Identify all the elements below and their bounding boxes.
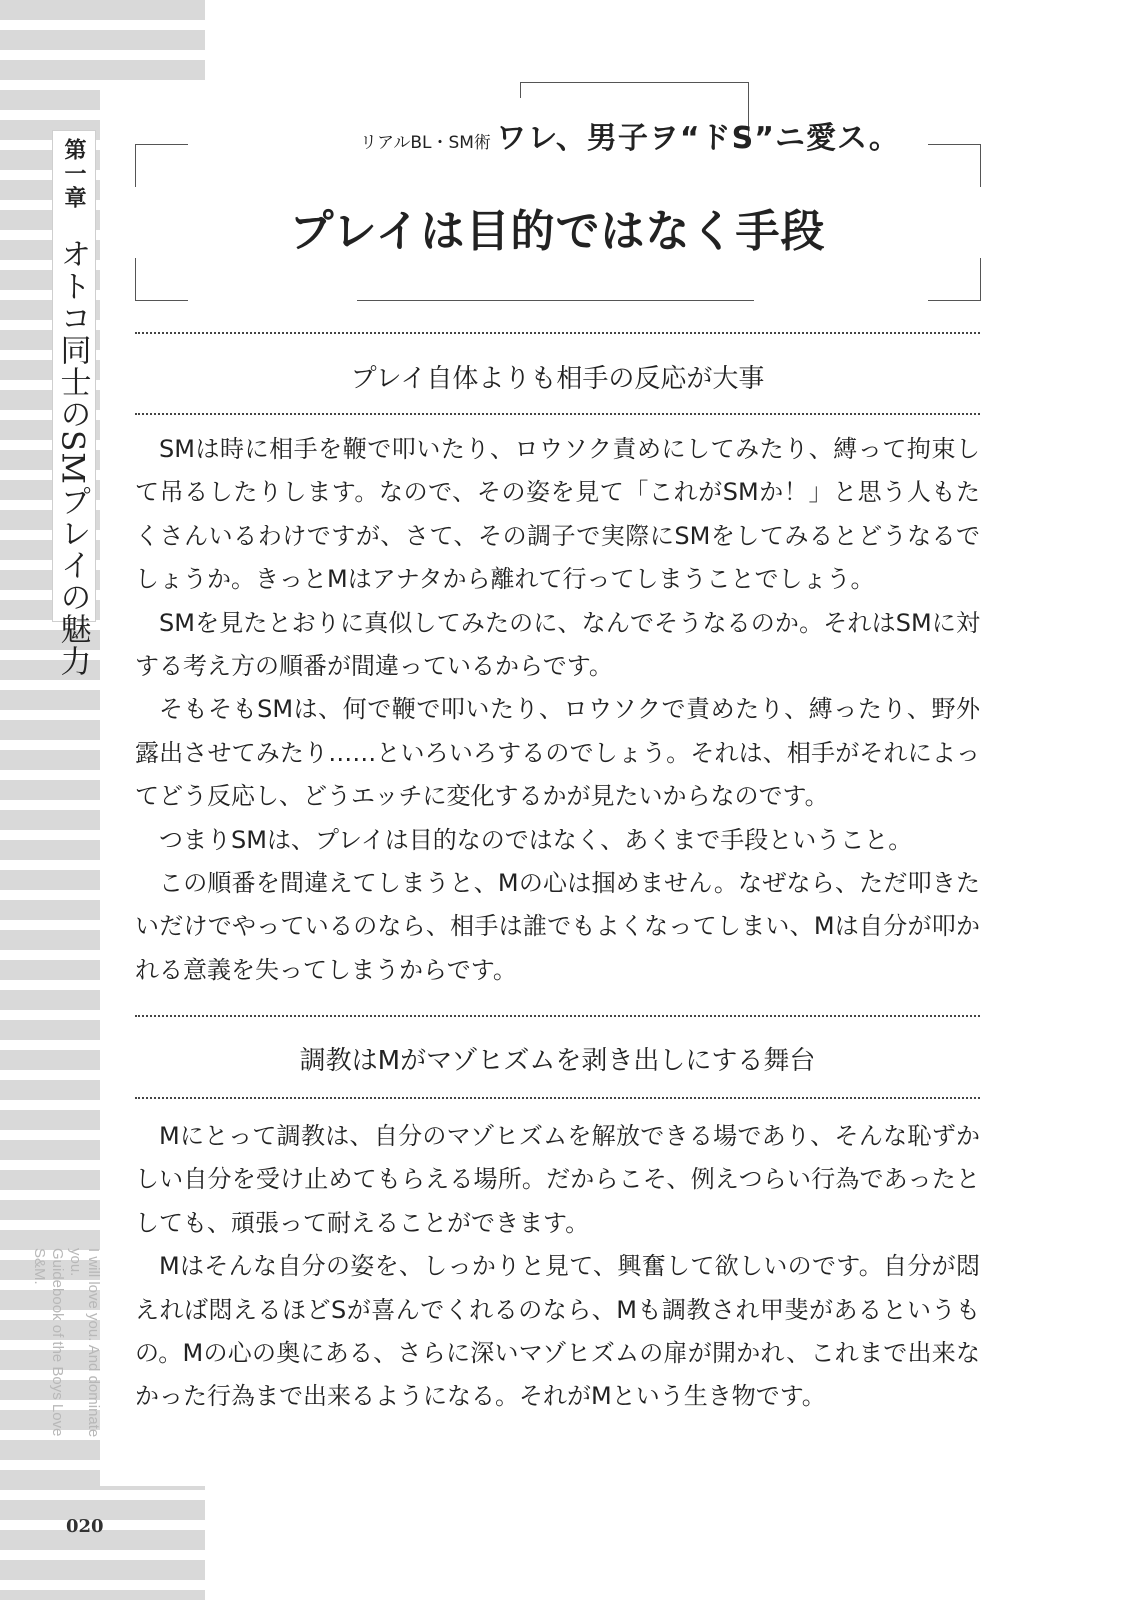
chapter-label: 第一章 [61, 138, 87, 210]
side-english-caption [31, 1248, 102, 1468]
title-frame-bottom-right [928, 258, 981, 301]
section-1-top-rule [135, 332, 980, 334]
chapter-title: オトコ同士のSMプレイの魅力 [54, 238, 91, 677]
page-title: プレイは目的ではなく手段 [289, 206, 826, 257]
running-header [360, 105, 900, 156]
side-english-line-2: Guidebook of the Boys Love S&M. [31, 1248, 66, 1437]
title-underline [357, 300, 754, 301]
section-2-heading: 調教はMがマゾヒズムを剥き出しにする舞台 [299, 1046, 816, 1076]
section-2-top-rule [135, 1015, 980, 1017]
paragraph: この順番を間違えてしまうと、Mの心は掴めません。なぜなら、ただ叩きたいだけでやっているのなら、相手は誰でもよくなってしまい、Mは自分が叩かれる意義を失ってしまうからです。 [135, 869, 980, 984]
side-english-line-1: I will love you. And dominate you. [67, 1248, 102, 1438]
section-1-heading: プレイ自体よりも相手の反応が大事 [350, 364, 765, 394]
paragraph: Mにとって調教は、自分のマゾヒズムを解放できる場であり、そんな恥ずかしい自分を受け止めてもらえる場所。だからこそ、例えつらい行為であったとしても、頑張って耐えることができます。 [135, 1122, 980, 1237]
paragraph: SMは時に相手を鞭で叩いたり、ロウソク責めにしてみたり、縛って拘束して吊るしたりします。なので、その姿を見て「これがSMか！」と思う人もたくさんいるわけですが、さて、その調子で実際にSMをしてみるとどうなるでしょうか。きっとMはアナタから離れて行ってしまうことでしょう。 [135, 435, 980, 594]
section-1-body [135, 428, 980, 992]
title-frame-top-right [928, 144, 981, 187]
paragraph: つまりSMは、プレイは目的なのではなく、あくまで手段ということ。 [159, 825, 913, 854]
header-prefix: リアルBL・SM術 [360, 133, 491, 153]
header-emphasis: ワレ、男子ヲ“ドS”ニ愛ス。 [496, 121, 900, 156]
paragraph: Mはそんな自分の姿を、しっかりと見て、興奮して欲しいのです。自分が悶えれば悶えるほどSが喜んでくれるのなら、Mも調教され甲斐があるというもの。Mの心の奥にある、さらに深いマゾヒズムの扉が開かれ、これまで出来なかった行為まで出来るようになる。それがMという生き物です。 [135, 1252, 980, 1411]
section-1-bottom-rule [135, 413, 980, 415]
paragraph: SMを見たとおりに真似してみたのに、なんでそうなるのか。それはSMに対する考え方の順番が間違っているからです。 [135, 608, 980, 681]
paragraph: そもそもSMは、何で鞭で叩いたり、ロウソクで責めたり、縛ったり、野外露出させてみたり……といろいろするのでしょう。それは、相手がそれによってどう反応し、どうエッチに変化するかが見たいからなのです。 [135, 695, 980, 811]
section-2-body [135, 1115, 980, 1419]
section-2-bottom-rule [135, 1097, 980, 1099]
title-frame-bottom-left [135, 258, 188, 301]
title-frame-top-left [135, 144, 188, 187]
page-number: 020 [66, 1516, 104, 1537]
header-bracket-tick [520, 82, 521, 98]
